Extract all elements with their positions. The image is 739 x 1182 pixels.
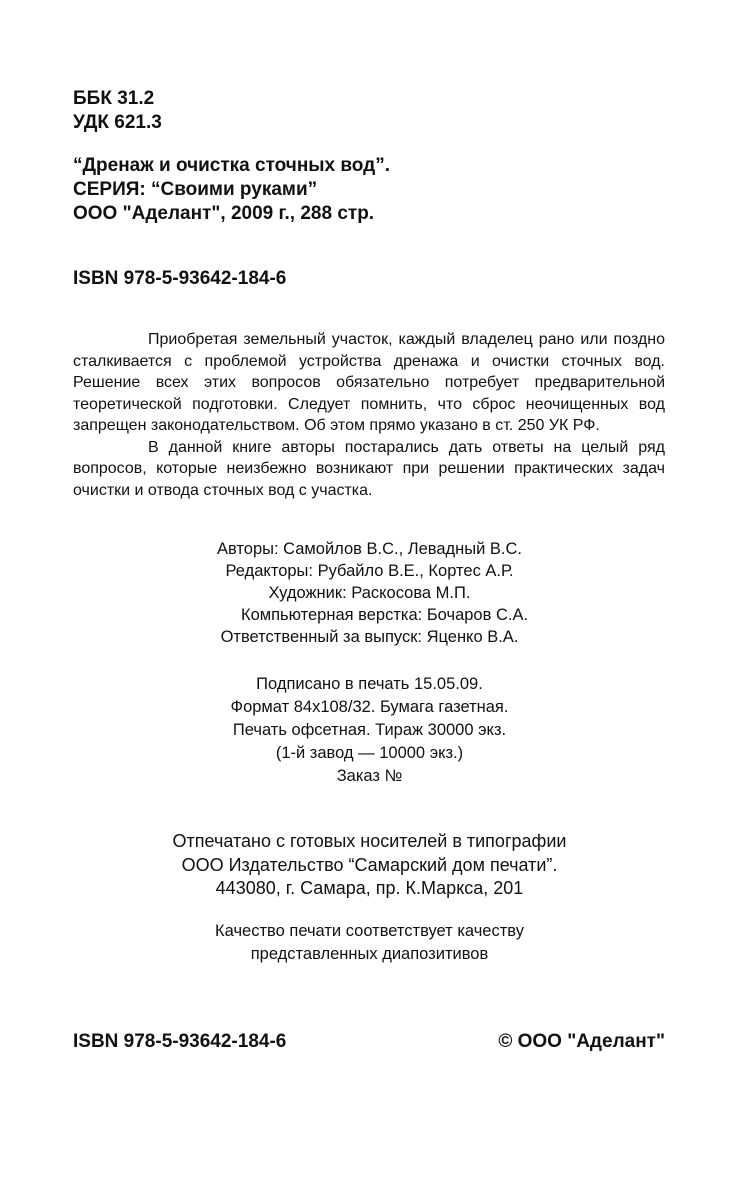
printing-info [0, 830, 739, 901]
quality-line-2: представленных диапозитивов [250, 945, 489, 963]
annotation-paragraph-1: Приобретая земельный участок, каждый владелец рано или поздно сталкивается с проблемой устройства дренажа и очистки сточных вод. Решение всех этих вопросов обязательно потребует предварительной теоретической подготовки. Следует помнить, что сброс неочищенных вод запрещен законодательством. Об этом прямо указано в ст. 250 УК РФ. [73, 331, 665, 434]
imprint-format: Формат 84х108/32. Бумага газетная. [230, 698, 509, 716]
imprint-first-batch: (1-й завод — 10000 экз.) [275, 744, 464, 762]
annotation-paragraph-2: В данной книге авторы постарались дать ответы на целый ряд вопросов, которые неизбежно возникают при решении практических задач очистки и отвода сточных вод с участка. [73, 438, 665, 499]
credits [0, 538, 739, 648]
udk-code: УДК 621.3 [73, 112, 162, 133]
imprint-signed: Подписано в печать 15.05.09. [256, 675, 483, 693]
credits-authors: Авторы: Самойлов В.С., Левадный В.С. [216, 540, 523, 558]
printing-line-3: 443080, г. Самара, пр. К.Маркса, 201 [215, 878, 524, 898]
publisher-line: ООО "Аделант", 2009 г., 288 стр. [73, 203, 375, 224]
isbn-top: ISBN 978-5-93642-184-6 [73, 268, 287, 289]
book-series: СЕРИЯ: “Своими руками” [73, 179, 318, 200]
credits-editors: Редакторы: Рубайло В.Е., Кортес А.Р. [225, 562, 514, 580]
quality-line-1: Качество печати соответствует качеству [215, 922, 524, 940]
book-title: “Дренаж и очистка сточных вод”. [73, 155, 390, 176]
credits-artist: Художник: Раскосова М.П. [268, 584, 471, 602]
imprint-print-run: Печать офсетная. Тираж 30000 экз. [232, 721, 507, 739]
copyright: © ООО "Аделант" [498, 1031, 665, 1052]
printing-line-1: Отпечатано с готовых носителей в типографии [172, 831, 567, 851]
imprint-details [0, 673, 739, 788]
printing-line-2: ООО Издательство “Самарский дом печати”. [181, 854, 558, 875]
quality-note [0, 920, 739, 966]
isbn-bottom: ISBN 978-5-93642-184-6 [73, 1031, 287, 1052]
credits-responsible: Ответственный за выпуск: Яценко В.А. [220, 628, 519, 646]
annotation [73, 329, 665, 501]
bbk-code: ББК 31.2 [73, 88, 155, 109]
imprint-order: Заказ № [336, 767, 403, 785]
credits-layout: Компьютерная верстка: Бочаров С.А. [240, 606, 529, 624]
